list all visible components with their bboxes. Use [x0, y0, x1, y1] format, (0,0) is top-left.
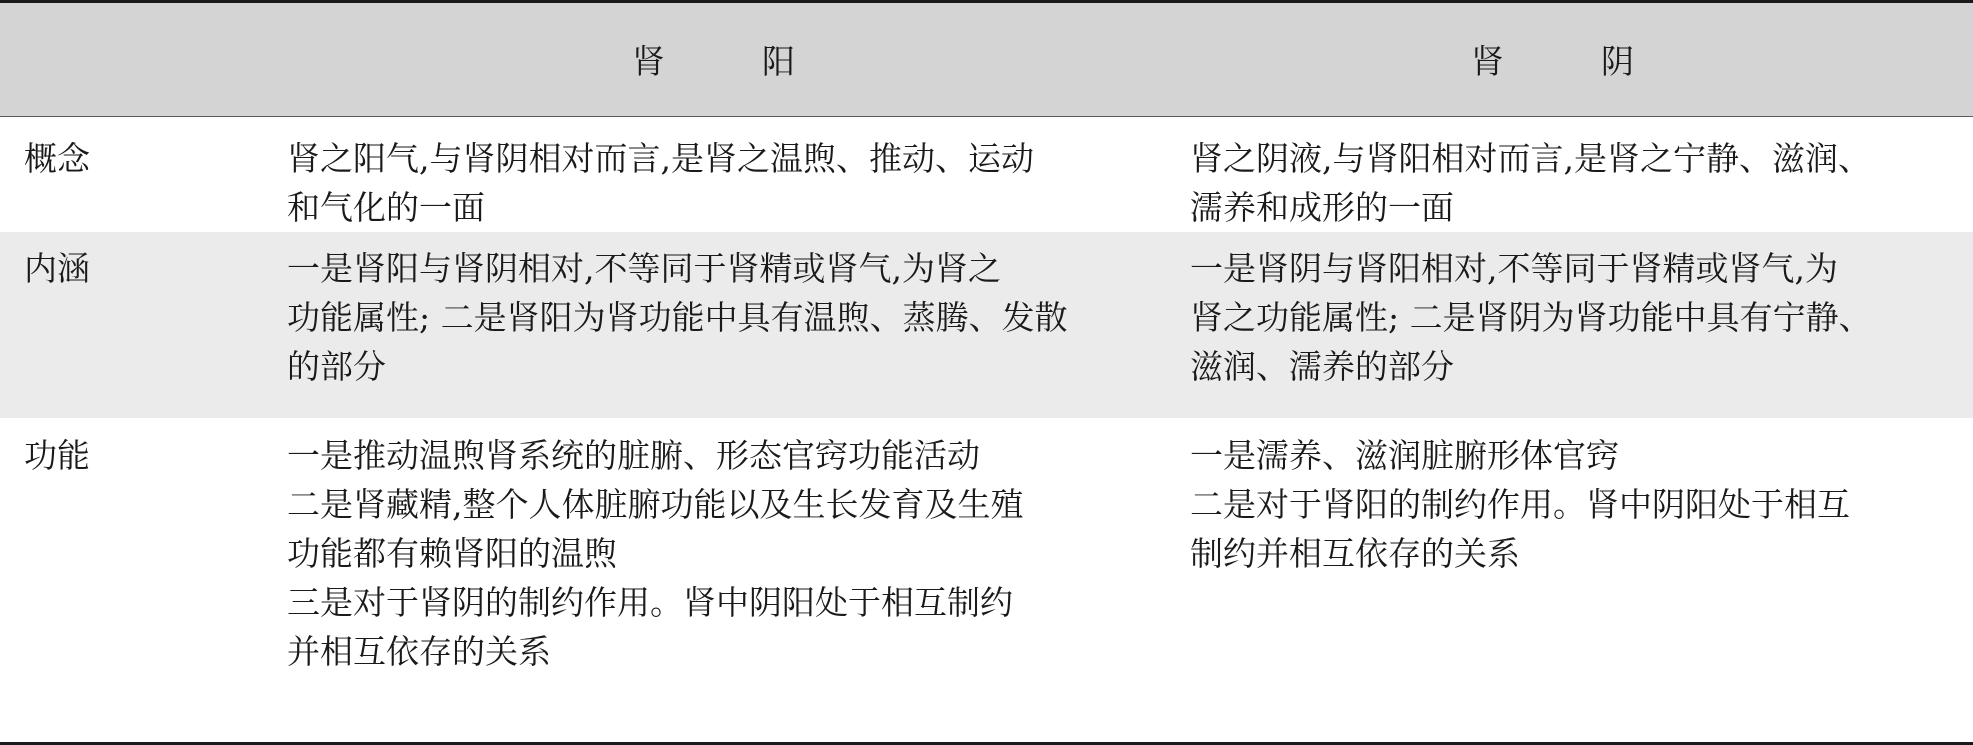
text-line: 一是推动温煦肾系统的脏腑、形态官窍功能活动 — [287, 436, 980, 475]
table-row-connotation — [0, 232, 1973, 418]
header-cell-kidney-yang: 肾 阳 — [265, 2, 1164, 117]
table-header-row — [0, 2, 1973, 117]
text-line: 和气化的一面 — [287, 188, 485, 227]
cell-concept-yang — [265, 117, 1164, 233]
text-line: 二是肾藏精,整个人体脏腑功能以及生长发育及生殖 — [287, 485, 1024, 524]
text-line: 并相互依存的关系 — [287, 632, 551, 671]
table-row-function — [0, 418, 1973, 743]
cell-connotation-yang — [265, 232, 1164, 418]
cell-function-yang — [265, 418, 1164, 743]
text-line: 一是濡养、滋润脏腑形体官窍 — [1190, 436, 1619, 475]
row-label-concept: 概念 — [24, 139, 90, 178]
header-cell-kidney-yin: 肾 阴 — [1164, 2, 1973, 117]
text-line: 濡养和成形的一面 — [1190, 188, 1454, 227]
text-line: 滋润、濡养的部分 — [1190, 347, 1454, 386]
row-label-function: 功能 — [0, 418, 265, 743]
table-row-concept — [0, 117, 1973, 233]
text-line: 功能属性; 二是肾阳为肾功能中具有温煦、蒸腾、发散 — [287, 298, 1068, 337]
text-line: 肾之阴液,与肾阳相对而言,是肾之宁静、滋润、 — [1190, 139, 1871, 178]
text-line: 功能都有赖肾阳的温煦 — [287, 534, 617, 573]
header-cell-empty — [0, 2, 265, 117]
text-line: 肾之阳气,与肾阴相对而言,是肾之温煦、推动、运动 — [287, 139, 1034, 178]
text-line: 一是肾阳与肾阴相对,不等同于肾精或肾气,为肾之 — [287, 249, 1001, 288]
text-line: 三是对于肾阴的制约作用。肾中阴阳处于相互制约 — [287, 583, 1013, 622]
text-line: 制约并相互依存的关系 — [1190, 534, 1520, 573]
row-label-connotation: 内涵 — [0, 232, 265, 418]
text-line: 一是肾阴与肾阳相对,不等同于肾精或肾气,为 — [1190, 249, 1838, 288]
text-line: 肾之功能属性; 二是肾阴为肾功能中具有宁静、 — [1190, 298, 1872, 337]
text-line: 二是对于肾阳的制约作用。肾中阴阳处于相互 — [1190, 485, 1850, 524]
cell-function-yin — [1164, 418, 1973, 743]
cell-connotation-yin — [1164, 232, 1973, 418]
text-line: 的部分 — [287, 347, 386, 386]
cell-concept-yin — [1164, 117, 1973, 233]
